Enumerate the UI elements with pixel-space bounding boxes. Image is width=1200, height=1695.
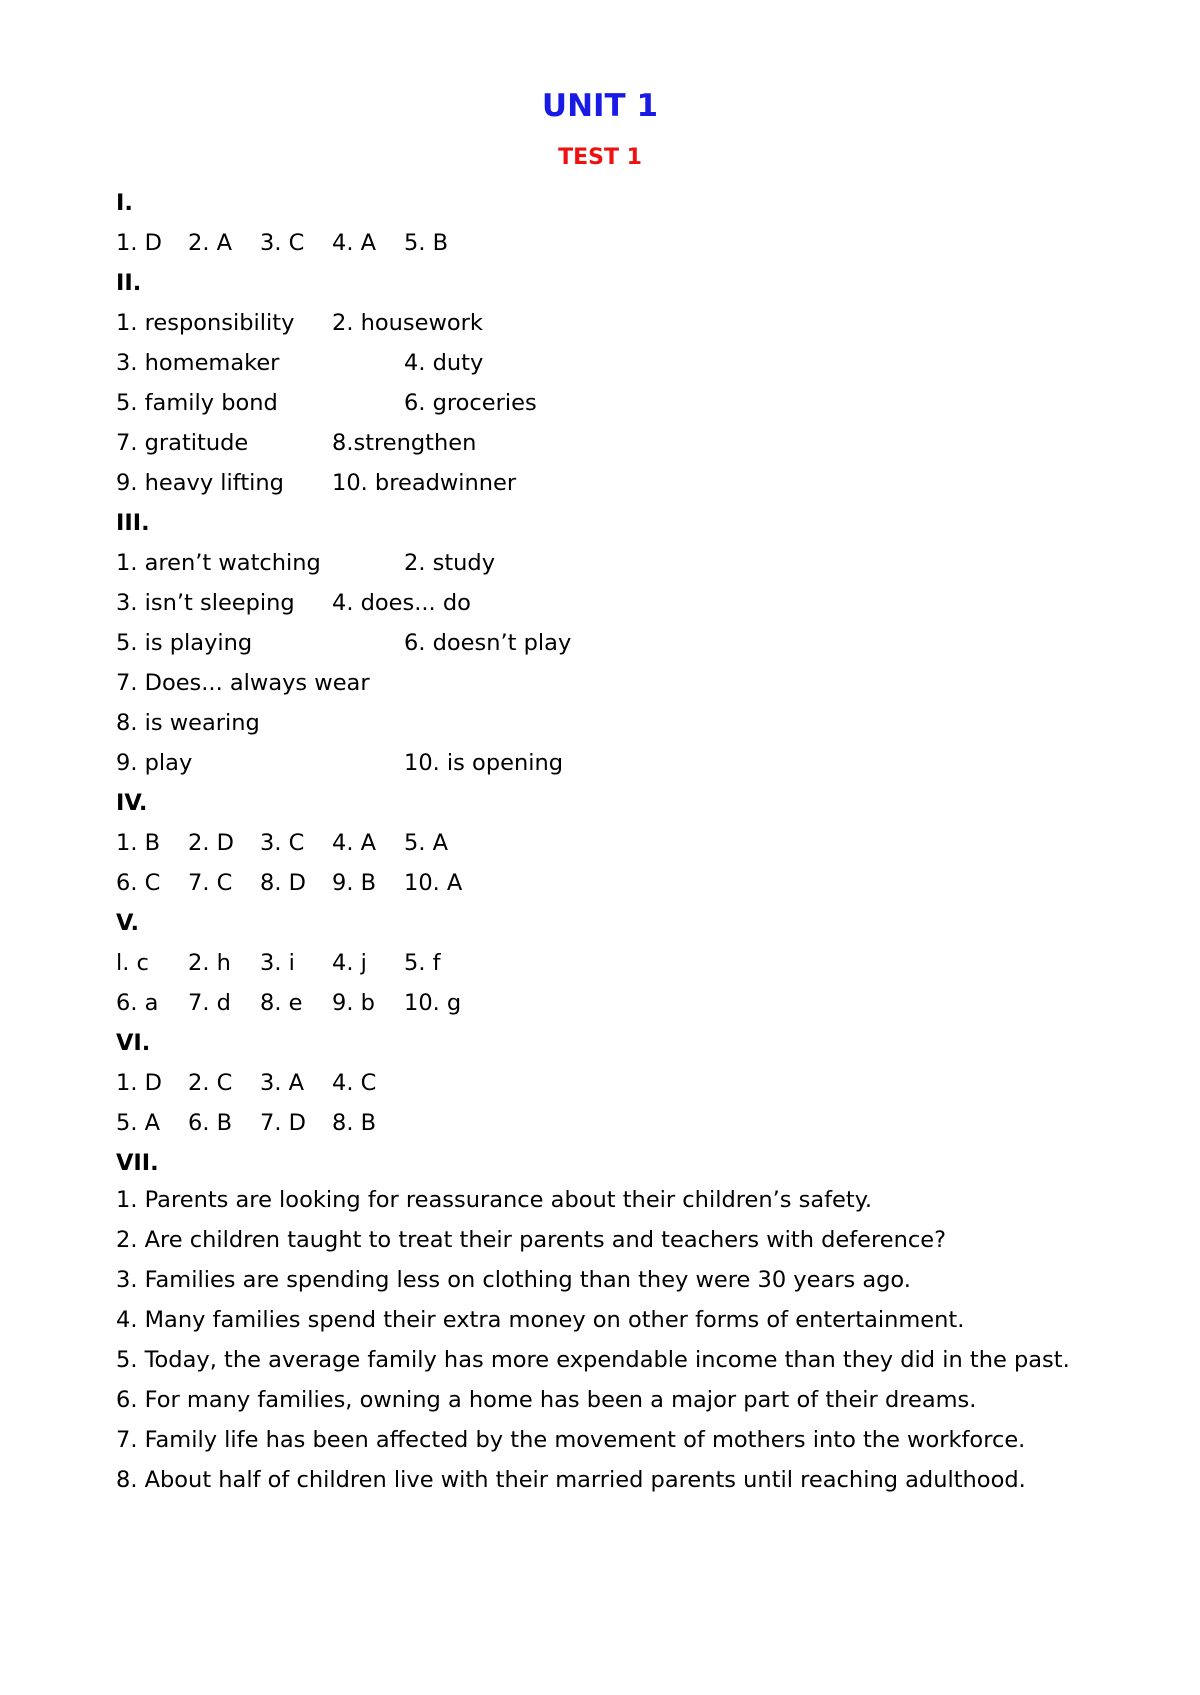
section-3-heading: III. <box>116 510 150 536</box>
answer-row <box>116 743 1094 783</box>
answer-row <box>116 623 1094 663</box>
answer-item: 8. e <box>260 990 303 1016</box>
answer-item: 6. C <box>116 870 161 896</box>
answer-item: 7. Does... always wear <box>116 670 370 696</box>
answer-sentence: 2. Are children taught to treat their parents and teachers with deference? <box>116 1227 947 1253</box>
answer-row <box>116 823 1094 863</box>
answer-item: 3. A <box>260 1070 305 1096</box>
section-4-heading: IV. <box>116 790 148 816</box>
answer-item: 8. D <box>260 870 306 896</box>
answer-row <box>116 1103 1094 1143</box>
section-7-heading: VII. <box>116 1150 159 1176</box>
answer-item: 7. C <box>188 870 233 896</box>
answer-item: 8.strengthen <box>332 430 477 456</box>
answer-item: 1. D <box>116 1070 162 1096</box>
answer-item: 5. A <box>404 830 449 856</box>
answer-item: 4. j <box>332 950 367 976</box>
unit-title: UNIT 1 <box>541 88 659 124</box>
answer-item: 2. study <box>404 550 496 576</box>
answer-row <box>116 943 1094 983</box>
answer-item: 3. i <box>260 950 295 976</box>
answer-item: 3. isn’t sleeping <box>116 590 295 616</box>
answer-item: 1. responsibility <box>116 310 295 336</box>
answer-row <box>116 583 1094 623</box>
answer-row <box>116 303 1094 343</box>
answer-row <box>116 343 1094 383</box>
answer-item: 2. A <box>188 230 233 256</box>
answer-item: 5. B <box>404 230 449 256</box>
answer-item: 9. B <box>332 870 377 896</box>
answer-sentence: 3. Families are spending less on clothing than they were 30 years ago. <box>116 1267 911 1293</box>
answer-item: 9. heavy lifting <box>116 470 284 496</box>
answer-item: 6. groceries <box>404 390 537 416</box>
answer-item: 2. D <box>188 830 234 856</box>
answer-item: 10. g <box>404 990 462 1016</box>
section-2-heading: II. <box>116 270 142 296</box>
answer-item: 4. C <box>332 1070 377 1096</box>
answer-row <box>116 1063 1094 1103</box>
answer-item: 4. A <box>332 230 377 256</box>
section-6-heading: VI. <box>116 1030 151 1056</box>
answer-row <box>116 383 1094 423</box>
answer-row <box>116 863 1094 903</box>
section-5-heading: V. <box>116 910 140 936</box>
answer-sentence: 1. Parents are looking for reassurance about their children’s safety. <box>116 1187 872 1213</box>
answer-row <box>116 463 1094 503</box>
answer-item: l. c <box>116 950 149 976</box>
answer-item: 1. aren’t watching <box>116 550 321 576</box>
answer-item: 4. does... do <box>332 590 471 616</box>
answer-item: 10. A <box>404 870 463 896</box>
answer-item: 3. C <box>260 230 305 256</box>
answer-item: 5. family bond <box>116 390 278 416</box>
answer-item: 6. a <box>116 990 159 1016</box>
answer-row <box>116 223 1094 263</box>
test-title: TEST 1 <box>558 145 642 170</box>
answer-item: 1. D <box>116 230 162 256</box>
answer-sentence: 8. About half of children live with their married parents until reaching adulthood. <box>116 1467 1026 1493</box>
answer-item: 9. play <box>116 750 193 776</box>
answer-item: 2. C <box>188 1070 233 1096</box>
answer-row <box>116 663 1094 703</box>
answer-item: 1. B <box>116 830 161 856</box>
answer-item: 3. C <box>260 830 305 856</box>
answer-row <box>116 543 1094 583</box>
answer-sentence: 7. Family life has been affected by the movement of mothers into the workforce. <box>116 1427 1026 1453</box>
answer-item: 8. is wearing <box>116 710 260 736</box>
answer-row <box>116 423 1094 463</box>
answer-item: 7. gratitude <box>116 430 249 456</box>
answer-item: 5. f <box>404 950 441 976</box>
answer-item: 9. b <box>332 990 375 1016</box>
answer-item: 6. doesn’t play <box>404 630 572 656</box>
answer-item: 2. h <box>188 950 231 976</box>
answer-item: 10. breadwinner <box>332 470 517 496</box>
answer-item: 5. is playing <box>116 630 253 656</box>
answer-item: 6. B <box>188 1110 233 1136</box>
answer-row <box>116 983 1094 1023</box>
answer-item: 8. B <box>332 1110 377 1136</box>
answer-item: 2. housework <box>332 310 483 336</box>
answer-item: 5. A <box>116 1110 161 1136</box>
answer-item: 7. d <box>188 990 231 1016</box>
answer-sentence: 6. For many families, owning a home has been a major part of their dreams. <box>116 1387 977 1413</box>
answer-content <box>116 183 1094 1503</box>
answer-item: 4. duty <box>404 350 484 376</box>
answer-row <box>116 703 1094 743</box>
answer-sentence: 4. Many families spend their extra money on other forms of entertainment. <box>116 1307 965 1333</box>
answer-item: 7. D <box>260 1110 306 1136</box>
answer-item: 3. homemaker <box>116 350 280 376</box>
answer-item: 10. is opening <box>404 750 564 776</box>
answer-item: 4. A <box>332 830 377 856</box>
section-1-heading: I. <box>116 190 133 216</box>
answer-sentence: 5. Today, the average family has more expendable income than they did in the past. <box>116 1347 1070 1373</box>
